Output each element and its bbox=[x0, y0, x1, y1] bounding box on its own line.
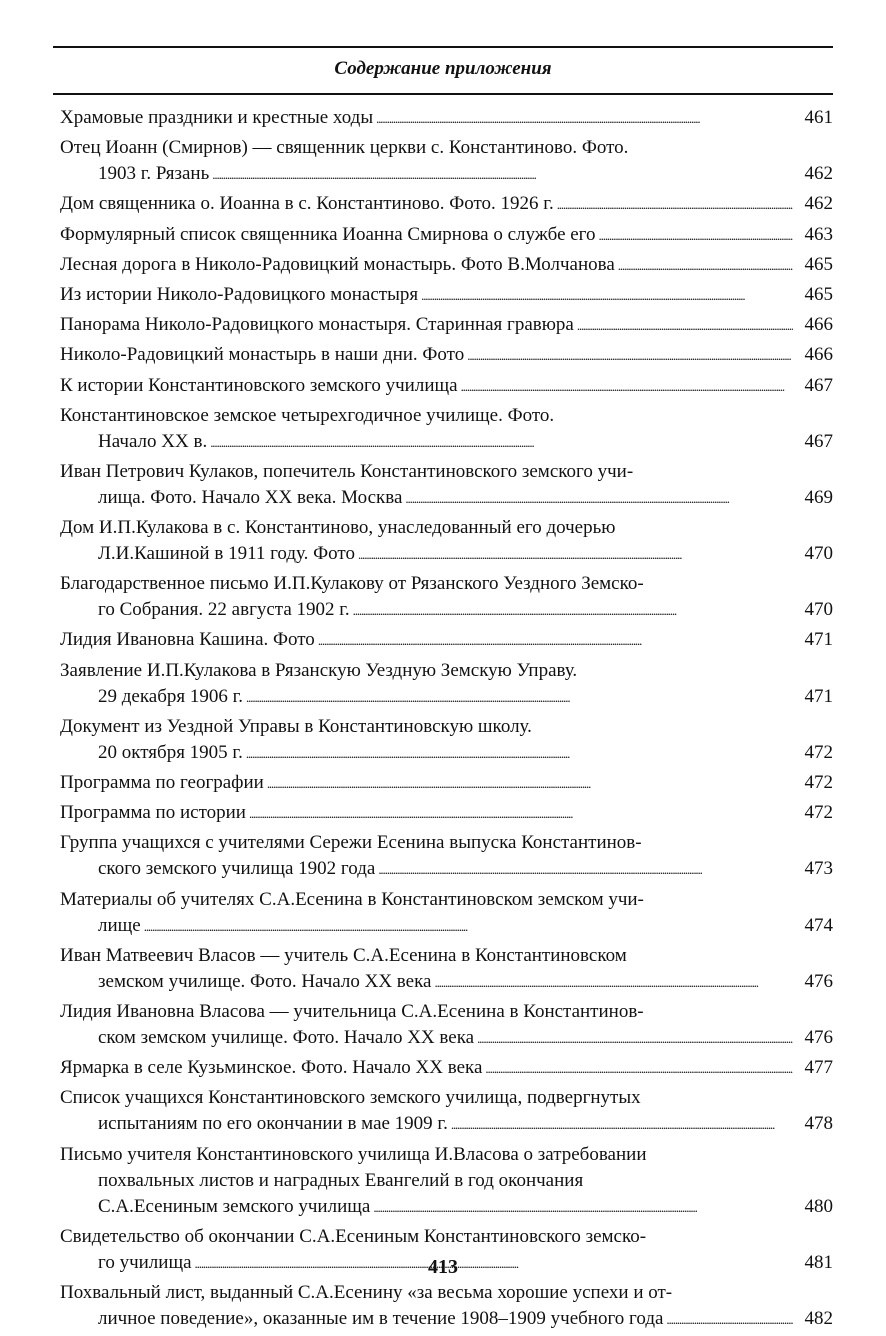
toc-entry-line bbox=[60, 191, 833, 217]
toc-entry-line bbox=[60, 485, 833, 511]
toc-entry-line bbox=[60, 342, 833, 368]
toc-entry bbox=[60, 1280, 833, 1332]
toc-entry-line bbox=[60, 913, 833, 939]
toc-entry-title: Похвальный лист, выданный С.А.Есенину «за весьма хорошие успехи и от- bbox=[60, 1281, 673, 1303]
toc-entry bbox=[60, 222, 833, 248]
dot-leader bbox=[249, 800, 793, 826]
toc-entry-line bbox=[60, 800, 833, 826]
toc-entry-title: Документ из Уездной Управы в Константиновскую школу. bbox=[60, 715, 532, 737]
toc-entry-line bbox=[60, 770, 833, 796]
dot-leader bbox=[210, 429, 793, 455]
toc-entry-line bbox=[60, 969, 833, 995]
toc-entry bbox=[60, 515, 833, 567]
toc-entry bbox=[60, 1085, 833, 1137]
dot-leader bbox=[405, 485, 793, 511]
table-of-contents bbox=[60, 105, 833, 1336]
toc-entry-title: К истории Константиновского земского училища bbox=[60, 374, 458, 396]
toc-entry bbox=[60, 658, 833, 710]
toc-entry-title: Письмо учителя Константиновского училища И.Власова о затребовании bbox=[60, 1143, 647, 1165]
toc-entry-title: ском земском училище. Фото. Начало XX века bbox=[98, 1026, 475, 1048]
toc-entry-line bbox=[60, 887, 833, 913]
toc-page-number: 482 bbox=[804, 1307, 833, 1329]
toc-page-number: 478 bbox=[804, 1113, 833, 1135]
toc-entry-title: Формулярный список священника Иоанна Смирнова о службе его bbox=[60, 223, 596, 245]
toc-entry-title: похвальных листов и наградных Евангелий в год окончания bbox=[98, 1169, 584, 1191]
toc-entry-line bbox=[60, 105, 833, 131]
toc-entry-title: Благодарственное письмо И.П.Кулакову от Рязанского Уездного Земско- bbox=[60, 573, 644, 595]
dot-leader bbox=[461, 373, 793, 399]
toc-page-number: 470 bbox=[804, 599, 833, 621]
toc-entry-title: ского земского училища 1902 года bbox=[98, 858, 376, 880]
toc-page-number: 467 bbox=[804, 374, 833, 396]
toc-entry-line bbox=[60, 135, 833, 161]
toc-page-number: 480 bbox=[804, 1195, 833, 1217]
toc-entry-title: земском училище. Фото. Начало XX века bbox=[98, 970, 432, 992]
dot-leader bbox=[467, 342, 793, 368]
toc-entry-title: 29 декабря 1906 г. bbox=[98, 685, 244, 707]
dot-leader bbox=[376, 105, 793, 131]
toc-entry-title: Отец Иоанн (Смирнов) — священник церкви с. Константиново. Фото. bbox=[60, 137, 629, 159]
toc-entry bbox=[60, 1142, 833, 1220]
toc-entry-title: Константиновское земское четырехгодичное училище. Фото. bbox=[60, 404, 555, 426]
toc-entry bbox=[60, 191, 833, 217]
toc-entry bbox=[60, 373, 833, 399]
toc-entry-line bbox=[60, 459, 833, 485]
toc-entry-title: Начало XX в. bbox=[98, 430, 208, 452]
toc-entry bbox=[60, 887, 833, 939]
toc-entry-title: Дом И.П.Кулакова в с. Константиново, унаследованный его дочерью bbox=[60, 517, 616, 539]
toc-page-number: 476 bbox=[804, 1026, 833, 1048]
dot-leader bbox=[477, 1025, 793, 1051]
dot-leader bbox=[373, 1194, 793, 1220]
dot-leader bbox=[557, 191, 793, 217]
toc-page-number: 472 bbox=[804, 802, 833, 824]
toc-page-number: 470 bbox=[804, 543, 833, 565]
toc-entry-line bbox=[60, 571, 833, 597]
toc-entry-line bbox=[60, 999, 833, 1025]
toc-entry-title: го Собрания. 22 августа 1902 г. bbox=[98, 599, 350, 621]
toc-entry bbox=[60, 342, 833, 368]
toc-entry-line bbox=[60, 1168, 833, 1194]
page-number: 413 bbox=[428, 1256, 458, 1278]
toc-entry-line bbox=[60, 943, 833, 969]
toc-entry-line bbox=[60, 627, 833, 653]
toc-page-number: 472 bbox=[804, 772, 833, 793]
toc-entry-line bbox=[60, 1142, 833, 1168]
toc-entry-title: Свидетельство об окончании С.А.Есениным Константиновского земско- bbox=[60, 1225, 647, 1247]
toc-entry-line bbox=[60, 1025, 833, 1051]
toc-page-number: 481 bbox=[804, 1251, 833, 1273]
toc-entry-line bbox=[60, 282, 833, 308]
toc-entry-title: личное поведение», оказанные им в течение 1908–1909 учебного года bbox=[98, 1307, 664, 1329]
dot-leader bbox=[577, 312, 793, 338]
toc-entry-title: Программа по географии bbox=[60, 772, 264, 793]
running-header: Содержание приложения bbox=[334, 58, 552, 79]
toc-entry-line bbox=[60, 1194, 833, 1220]
toc-entry-line bbox=[60, 541, 833, 567]
toc-entry-title: Лидия Ивановна Власова — учительница С.А.Есенина в Константинов- bbox=[60, 1000, 644, 1022]
toc-page-number: 462 bbox=[804, 163, 833, 185]
toc-entry-line bbox=[60, 1280, 833, 1306]
toc-entry-title: Ярмарка в селе Кузьминское. Фото. Начало XX века bbox=[60, 1057, 483, 1079]
toc-page-number: 466 bbox=[804, 314, 833, 336]
toc-entry-title: Лидия Ивановна Кашина. Фото bbox=[60, 629, 315, 651]
toc-entry-line bbox=[60, 429, 833, 455]
header-bottom-rule bbox=[53, 93, 833, 95]
toc-entry-line bbox=[60, 684, 833, 710]
dot-leader bbox=[666, 1306, 793, 1332]
toc-entry-title: Материалы об учителях С.А.Есенина в Константиновском земском учи- bbox=[60, 888, 644, 910]
toc-entry-line bbox=[60, 1306, 833, 1332]
toc-entry-line bbox=[60, 1055, 833, 1081]
toc-entry-title: Панорама Николо-Радовицкого монастыря. Старинная гравюра bbox=[60, 314, 574, 336]
toc-page-number: 471 bbox=[804, 629, 833, 651]
toc-entry-line bbox=[60, 222, 833, 248]
toc-entry bbox=[60, 252, 833, 278]
toc-entry bbox=[60, 714, 833, 766]
dot-leader bbox=[421, 282, 793, 308]
toc-entry-line bbox=[60, 1111, 833, 1137]
toc-entry-title: 1903 г. Рязань bbox=[98, 163, 210, 185]
toc-entry-line bbox=[60, 403, 833, 429]
toc-entry-title: 20 октября 1905 г. bbox=[98, 741, 243, 763]
toc-entry bbox=[60, 459, 833, 511]
dot-leader bbox=[451, 1111, 793, 1137]
toc-page-number: 474 bbox=[804, 914, 833, 936]
toc-entry-title: го училища bbox=[98, 1251, 192, 1273]
toc-page-number: 467 bbox=[804, 430, 833, 452]
toc-entry bbox=[60, 282, 833, 308]
toc-entry-line bbox=[60, 856, 833, 882]
toc-entry bbox=[60, 627, 833, 653]
toc-entry bbox=[60, 105, 833, 131]
toc-page-number: 471 bbox=[804, 685, 833, 707]
dot-leader bbox=[267, 770, 793, 796]
toc-entry bbox=[60, 800, 833, 826]
toc-entry-line bbox=[60, 830, 833, 856]
dot-leader bbox=[318, 627, 793, 653]
toc-entry-title: Николо-Радовицкий монастырь в наши дни. Фото bbox=[60, 344, 465, 366]
dot-leader bbox=[246, 740, 793, 766]
toc-entry-title: лища. Фото. Начало XX века. Москва bbox=[98, 486, 403, 508]
toc-page-number: 465 bbox=[804, 283, 833, 305]
toc-entry-title: Иван Петрович Кулаков, попечитель Константиновского земского учи- bbox=[60, 460, 634, 482]
toc-page-number: 462 bbox=[804, 193, 833, 215]
toc-entry-title: Из истории Николо-Радовицкого монастыря bbox=[60, 283, 419, 305]
toc-entry-line bbox=[60, 1085, 833, 1111]
toc-entry bbox=[60, 999, 833, 1051]
toc-entry-line bbox=[60, 1224, 833, 1250]
toc-entry-line bbox=[60, 740, 833, 766]
dot-leader bbox=[378, 856, 793, 882]
toc-entry bbox=[60, 312, 833, 338]
toc-entry-title: Храмовые праздники и крестные ходы bbox=[60, 107, 374, 128]
toc-entry-line bbox=[60, 312, 833, 338]
toc-entry bbox=[60, 403, 833, 455]
toc-entry bbox=[60, 1055, 833, 1081]
toc-entry-line bbox=[60, 658, 833, 684]
toc-entry-line bbox=[60, 161, 833, 187]
toc-entry-line bbox=[60, 252, 833, 278]
toc-page-number: 472 bbox=[804, 741, 833, 763]
toc-entry-line bbox=[60, 714, 833, 740]
toc-page-number: 463 bbox=[804, 223, 833, 245]
toc-entry-title: Программа по истории bbox=[60, 802, 246, 824]
toc-page-number: 461 bbox=[804, 107, 833, 128]
toc-entry-title: Лесная дорога в Николо-Радовицкий монастырь. Фото В.Молчанова bbox=[60, 253, 615, 275]
toc-entry bbox=[60, 770, 833, 796]
toc-page-number: 469 bbox=[804, 486, 833, 508]
dot-leader bbox=[246, 684, 793, 710]
toc-entry-title: Список учащихся Константиновского земского училища, подвергнутых bbox=[60, 1087, 641, 1109]
toc-entry-title: Группа учащихся с учителями Сережи Есенина выпуска Константинов- bbox=[60, 832, 642, 854]
dot-leader bbox=[599, 222, 793, 248]
toc-entry bbox=[60, 943, 833, 995]
dot-leader bbox=[358, 541, 793, 567]
dot-leader bbox=[353, 597, 793, 623]
toc-page-number: 476 bbox=[804, 970, 833, 992]
toc-entry-title: испытаниям по его окончании в мае 1909 г. bbox=[98, 1113, 448, 1135]
dot-leader bbox=[618, 252, 793, 278]
toc-entry bbox=[60, 830, 833, 882]
toc-entry-title: Заявление И.П.Кулакова в Рязанскую Уездную Земскую Управу. bbox=[60, 659, 578, 681]
toc-page-number: 466 bbox=[804, 344, 833, 366]
dot-leader bbox=[212, 161, 793, 187]
toc-entry-title: Л.И.Кашиной в 1911 году. Фото bbox=[98, 543, 355, 565]
header-top-rule bbox=[53, 46, 833, 48]
toc-entry-line bbox=[60, 373, 833, 399]
toc-entry-line bbox=[60, 515, 833, 541]
toc-page-number: 465 bbox=[804, 253, 833, 275]
toc-entry-title: С.А.Есениным земского училища bbox=[98, 1195, 371, 1217]
toc-entry bbox=[60, 571, 833, 623]
toc-entry bbox=[60, 135, 833, 187]
toc-entry-title: лище bbox=[98, 914, 141, 936]
dot-leader bbox=[485, 1055, 793, 1081]
toc-page-number: 473 bbox=[804, 858, 833, 880]
toc-page-number: 477 bbox=[804, 1057, 833, 1079]
toc-entry-line bbox=[60, 597, 833, 623]
dot-leader bbox=[434, 969, 793, 995]
dot-leader bbox=[144, 913, 793, 939]
toc-entry-title: Иван Матвеевич Власов — учитель С.А.Есенина в Константиновском bbox=[60, 944, 627, 966]
toc-entry-title: Дом священника о. Иоанна в с. Константиново. Фото. 1926 г. bbox=[60, 193, 554, 215]
